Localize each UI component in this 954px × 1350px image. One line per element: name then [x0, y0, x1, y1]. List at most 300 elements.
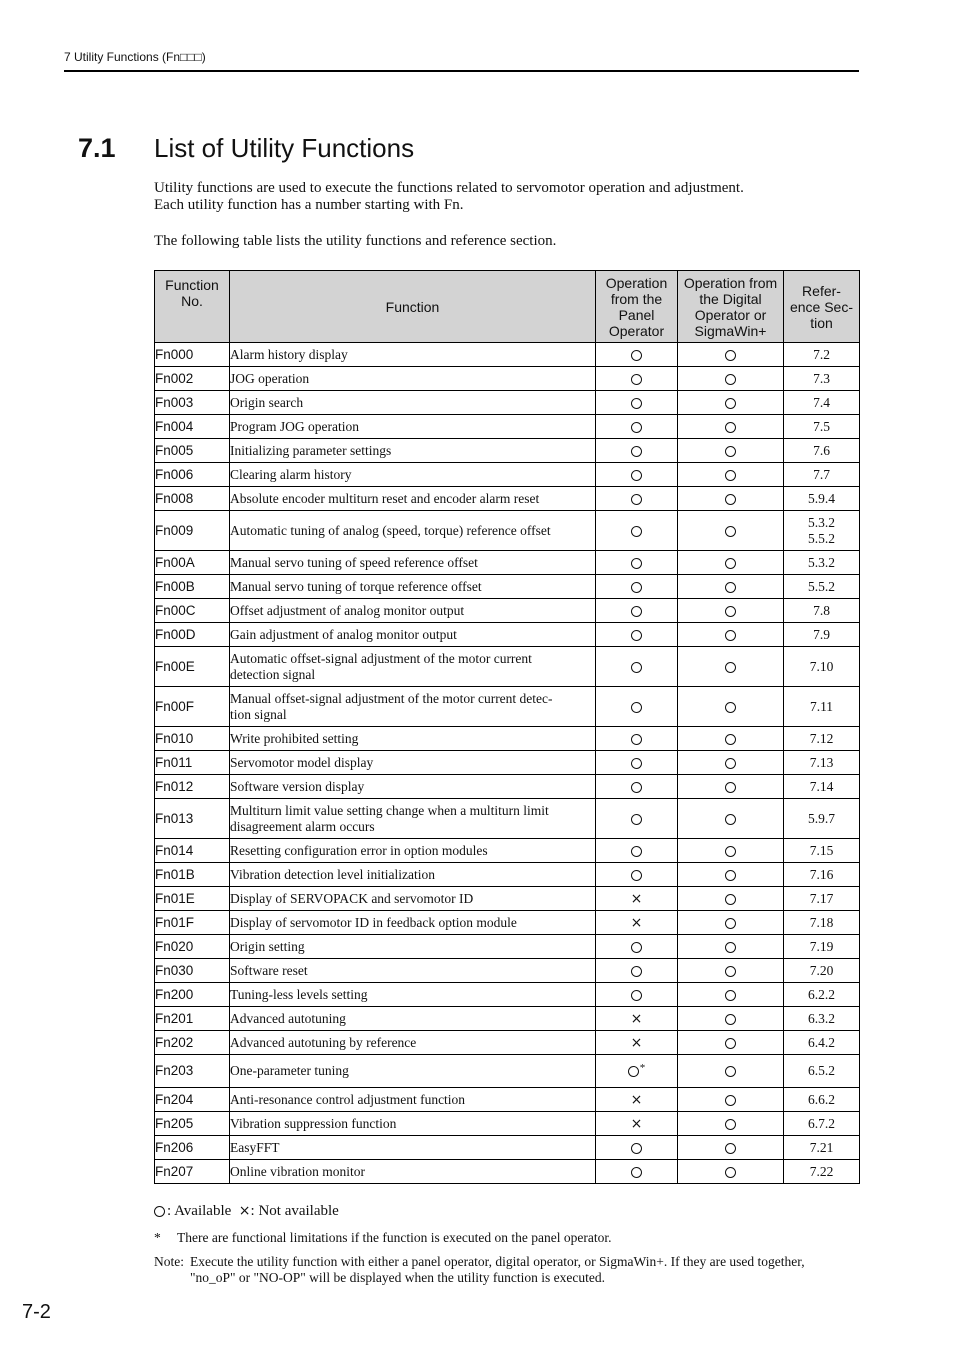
function-name-line: Manual servo tuning of speed reference offset	[230, 554, 478, 570]
reference-section	[784, 983, 860, 1007]
available-circle-icon	[631, 606, 642, 617]
function-name-line: Clearing alarm history	[230, 466, 352, 482]
available-circle-icon	[725, 1095, 736, 1106]
digital-operator-availability	[678, 647, 784, 687]
available-circle-icon	[631, 702, 642, 713]
function-name	[230, 439, 596, 463]
reference-section-line: 6.2.2	[808, 986, 835, 1002]
reference-section	[784, 367, 860, 391]
header-line: tion	[810, 314, 833, 331]
reference-section	[784, 799, 860, 839]
function-name	[230, 775, 596, 799]
function-number: Fn012	[155, 775, 230, 799]
function-name	[230, 647, 596, 687]
legend-not-available: : Not available	[250, 1203, 339, 1219]
panel-operator-availability	[596, 415, 678, 439]
available-circle-icon	[631, 1167, 642, 1178]
panel-operator-availability	[596, 439, 678, 463]
not-available-cross-icon: ×	[630, 1091, 643, 1108]
function-name	[230, 727, 596, 751]
function-number: Fn020	[155, 935, 230, 959]
function-number: Fn030	[155, 959, 230, 983]
table-row	[155, 1007, 860, 1031]
panel-operator-availability	[596, 1112, 678, 1136]
reference-section-line: 7.16	[809, 866, 834, 882]
function-name-line: Advanced autotuning	[230, 1010, 346, 1026]
table-row	[155, 463, 860, 487]
available-circle-icon	[725, 526, 736, 537]
digital-operator-availability	[678, 391, 784, 415]
available-circle-icon	[631, 470, 642, 481]
digital-operator-availability	[678, 775, 784, 799]
reference-section-line: 7.3	[813, 370, 830, 386]
reference-section	[784, 911, 860, 935]
function-name	[230, 1031, 596, 1055]
function-number: Fn005	[155, 439, 230, 463]
function-name-line: Display of servomotor ID in feedback option module	[230, 914, 517, 930]
footnote-ref: *	[639, 1062, 646, 1074]
available-circle-icon	[631, 494, 642, 505]
header-line: Operation from	[683, 274, 778, 291]
function-name	[230, 551, 596, 575]
available-circle-icon	[725, 350, 736, 361]
function-name-line: Advanced autotuning by reference	[230, 1034, 417, 1050]
panel-operator-availability	[596, 647, 678, 687]
header-line: Operator	[608, 322, 665, 339]
function-number: Fn00E	[155, 647, 230, 687]
reference-section	[784, 463, 860, 487]
digital-operator-availability	[678, 727, 784, 751]
header-digital-operator	[678, 271, 784, 343]
function-number: Fn011	[155, 751, 230, 775]
header-line: Function	[165, 277, 219, 293]
reference-section	[784, 959, 860, 983]
panel-operator-availability	[596, 1088, 678, 1112]
function-name	[230, 463, 596, 487]
intro-line-2: Each utility function has a number starting with Fn.	[154, 197, 464, 213]
panel-operator-availability	[596, 727, 678, 751]
utility-functions-table	[154, 270, 860, 1184]
panel-operator-availability	[596, 863, 678, 887]
function-name-line: Resetting configuration error in option modules	[230, 842, 488, 858]
reference-section-line: 5.9.7	[808, 810, 835, 826]
function-name	[230, 799, 596, 839]
header-reference-section	[784, 271, 860, 343]
available-circle-icon	[725, 494, 736, 505]
digital-operator-availability	[678, 1031, 784, 1055]
function-name-line: Automatic offset-signal adjustment of the motor current	[230, 650, 532, 666]
available-circle-icon	[631, 582, 642, 593]
function-number: Fn008	[155, 487, 230, 511]
panel-operator-availability	[596, 1136, 678, 1160]
table-row	[155, 551, 860, 575]
reference-section	[784, 599, 860, 623]
panel-operator-availability	[596, 343, 678, 367]
table-row	[155, 863, 860, 887]
digital-operator-availability	[678, 439, 784, 463]
function-number: Fn010	[155, 727, 230, 751]
header-line: from the	[610, 290, 663, 307]
digital-operator-availability	[678, 551, 784, 575]
function-name	[230, 959, 596, 983]
function-number: Fn205	[155, 1112, 230, 1136]
available-circle-icon	[154, 1206, 165, 1217]
page-number: 7-2	[22, 1301, 51, 1323]
reference-section-line: 7.11	[809, 698, 834, 714]
table-row	[155, 487, 860, 511]
reference-section-line: 7.17	[809, 890, 834, 906]
reference-section	[784, 1112, 860, 1136]
function-number: Fn207	[155, 1160, 230, 1184]
function-name	[230, 1112, 596, 1136]
function-name-line: JOG operation	[230, 370, 310, 386]
available-circle-icon	[631, 374, 642, 385]
available-circle-icon	[631, 782, 642, 793]
function-number: Fn00D	[155, 623, 230, 647]
footnote-mark: *	[154, 1230, 161, 1245]
panel-operator-availability	[596, 983, 678, 1007]
header-line: Operator or	[694, 306, 767, 323]
function-name-line: Manual servo tuning of torque reference offset	[230, 578, 482, 594]
digital-operator-availability	[678, 367, 784, 391]
function-number: Fn006	[155, 463, 230, 487]
available-circle-icon	[725, 582, 736, 593]
digital-operator-availability	[678, 1112, 784, 1136]
table-row	[155, 647, 860, 687]
reference-section	[784, 935, 860, 959]
table-row	[155, 599, 860, 623]
panel-operator-availability	[596, 463, 678, 487]
panel-operator-availability	[596, 799, 678, 839]
table-row	[155, 415, 860, 439]
panel-operator-availability	[596, 839, 678, 863]
table-row	[155, 439, 860, 463]
reference-section-line: 7.2	[813, 346, 830, 362]
available-circle-icon	[631, 350, 642, 361]
available-circle-icon	[628, 1066, 639, 1077]
reference-section	[784, 887, 860, 911]
function-name-line: Program JOG operation	[230, 418, 359, 434]
table-row	[155, 727, 860, 751]
function-name-line: Gain adjustment of analog monitor output	[230, 626, 457, 642]
available-circle-icon	[725, 374, 736, 385]
available-circle-icon	[631, 398, 642, 409]
table-row	[155, 983, 860, 1007]
reference-section-line: 7.19	[809, 938, 834, 954]
digital-operator-availability	[678, 887, 784, 911]
available-circle-icon	[631, 558, 642, 569]
digital-operator-availability	[678, 799, 784, 839]
digital-operator-availability	[678, 1007, 784, 1031]
panel-operator-availability	[596, 1160, 678, 1184]
available-circle-icon	[631, 846, 642, 857]
available-circle-icon	[725, 702, 736, 713]
function-number: Fn013	[155, 799, 230, 839]
function-name	[230, 1007, 596, 1031]
available-circle-icon	[725, 630, 736, 641]
function-name-line: Anti-resonance control adjustment function	[230, 1091, 466, 1107]
function-name-line: Software version display	[230, 778, 365, 794]
table-row	[155, 887, 860, 911]
function-name-line: EasyFFT	[230, 1139, 280, 1155]
available-circle-icon	[631, 870, 642, 881]
reference-section-line: 7.21	[809, 1139, 834, 1155]
digital-operator-availability	[678, 463, 784, 487]
reference-section-line: 6.4.2	[808, 1034, 835, 1050]
reference-section-line: 7.12	[809, 730, 834, 746]
function-number: Fn203	[155, 1055, 230, 1088]
reference-section-line: 7.13	[809, 754, 834, 770]
reference-section-line: 6.6.2	[808, 1091, 835, 1107]
reference-section	[784, 1007, 860, 1031]
panel-operator-availability	[596, 575, 678, 599]
intro-line-3: The following table lists the utility functions and reference section.	[154, 233, 557, 249]
reference-section-line: 7.7	[813, 466, 830, 482]
available-circle-icon	[631, 1143, 642, 1154]
available-circle-icon	[725, 1143, 736, 1154]
note-label: Note:	[154, 1254, 184, 1269]
available-circle-icon	[725, 1167, 736, 1178]
function-name-line: tion signal	[230, 706, 287, 722]
note-line-1: Execute the utility function with either a panel operator, digital operator, or SigmaWin+. If they are used together,	[190, 1254, 805, 1269]
function-number: Fn000	[155, 343, 230, 367]
digital-operator-availability	[678, 343, 784, 367]
function-name	[230, 487, 596, 511]
available-circle-icon	[631, 630, 642, 641]
running-header-title: 7 Utility Functions (Fn□□□)	[64, 50, 206, 64]
function-number: Fn00C	[155, 599, 230, 623]
available-circle-icon	[631, 758, 642, 769]
available-circle-icon	[725, 558, 736, 569]
available-circle-icon	[725, 734, 736, 745]
reference-section-line: 6.3.2	[808, 1010, 835, 1026]
digital-operator-availability	[678, 487, 784, 511]
reference-section	[784, 863, 860, 887]
table-row	[155, 1088, 860, 1112]
available-circle-icon	[631, 814, 642, 825]
table-row	[155, 575, 860, 599]
function-name-line: Absolute encoder multiturn reset and encoder alarm reset	[230, 490, 540, 506]
available-circle-icon	[725, 446, 736, 457]
panel-operator-availability	[596, 367, 678, 391]
function-name-line: Tuning-less levels setting	[230, 986, 368, 1002]
reference-section	[784, 391, 860, 415]
table-row	[155, 1112, 860, 1136]
header-line: SigmaWin+	[694, 322, 767, 339]
reference-section	[784, 575, 860, 599]
section-number: 7.1	[78, 133, 116, 163]
intro-line-1: Utility functions are used to execute the functions related to servomotor operation and adjustment.	[154, 180, 744, 196]
legend	[154, 1203, 339, 1220]
panel-operator-availability	[596, 687, 678, 727]
header-line: ence Sec-	[789, 298, 854, 315]
reference-section	[784, 1160, 860, 1184]
note-line-2: "no_oP" or "NO-OP" will be displayed when the utility function is executed.	[190, 1270, 605, 1285]
available-circle-icon	[725, 990, 736, 1001]
footnote-text: There are functional limitations if the function is executed on the panel operator.	[177, 1230, 612, 1245]
panel-operator-availability	[596, 1055, 678, 1088]
running-header	[64, 50, 859, 72]
table-row	[155, 839, 860, 863]
panel-operator-availability	[596, 887, 678, 911]
header-function-no	[155, 271, 230, 343]
reference-section-line: 6.7.2	[808, 1115, 835, 1131]
function-name-line: Origin setting	[230, 938, 305, 954]
function-name	[230, 911, 596, 935]
function-name	[230, 415, 596, 439]
function-name-line: Multiturn limit value setting change when a multiturn limit	[230, 802, 549, 818]
header-function	[230, 271, 596, 343]
available-circle-icon	[725, 918, 736, 929]
header-line: Refer-	[802, 282, 841, 299]
function-name-line: Servomotor model display	[230, 754, 374, 770]
digital-operator-availability	[678, 623, 784, 647]
available-circle-icon	[631, 422, 642, 433]
function-name-line: detection signal	[230, 666, 316, 682]
not-available-cross-icon: ×	[630, 914, 643, 931]
reference-section	[784, 343, 860, 367]
available-circle-icon	[725, 1038, 736, 1049]
available-circle-icon	[631, 662, 642, 673]
header-line: the Digital	[699, 290, 762, 307]
available-circle-icon	[725, 782, 736, 793]
function-name-line: Origin search	[230, 394, 304, 410]
panel-operator-availability	[596, 911, 678, 935]
available-circle-icon	[725, 966, 736, 977]
table-row	[155, 1136, 860, 1160]
function-number: Fn01E	[155, 887, 230, 911]
panel-operator-availability	[596, 1031, 678, 1055]
reference-section	[784, 1088, 860, 1112]
reference-section-line: 5.5.2	[808, 530, 835, 546]
reference-section	[784, 1136, 860, 1160]
function-name-line: Manual offset-signal adjustment of the motor current detec-	[230, 690, 553, 706]
function-number: Fn204	[155, 1088, 230, 1112]
panel-operator-availability	[596, 1007, 678, 1031]
digital-operator-availability	[678, 1088, 784, 1112]
function-number: Fn01B	[155, 863, 230, 887]
panel-operator-availability	[596, 775, 678, 799]
panel-operator-availability	[596, 935, 678, 959]
reference-section-line: 7.9	[813, 626, 830, 642]
panel-operator-availability	[596, 751, 678, 775]
digital-operator-availability	[678, 415, 784, 439]
reference-section-line: 7.20	[809, 962, 834, 978]
function-number: Fn00B	[155, 575, 230, 599]
function-name-line: One-parameter tuning	[230, 1063, 349, 1078]
reference-section-line: 7.15	[809, 842, 834, 858]
function-name-line: Initializing parameter settings	[230, 442, 392, 458]
reference-section-line: 5.3.2	[808, 554, 835, 570]
available-circle-icon	[631, 942, 642, 953]
reference-section-line: 7.8	[813, 602, 830, 618]
function-number: Fn206	[155, 1136, 230, 1160]
function-name-line: disagreement alarm occurs	[230, 818, 375, 834]
function-number: Fn00A	[155, 551, 230, 575]
available-circle-icon	[725, 1014, 736, 1025]
function-number: Fn201	[155, 1007, 230, 1031]
function-name	[230, 863, 596, 887]
available-circle-icon	[725, 422, 736, 433]
reference-section	[784, 687, 860, 727]
available-circle-icon	[631, 526, 642, 537]
available-circle-icon	[725, 662, 736, 673]
reference-section-line: 7.10	[809, 658, 834, 674]
function-name-line: Write prohibited setting	[230, 730, 359, 746]
digital-operator-availability	[678, 983, 784, 1007]
digital-operator-availability	[678, 959, 784, 983]
available-circle-icon	[725, 1066, 736, 1077]
function-name	[230, 1088, 596, 1112]
reference-section	[784, 751, 860, 775]
function-name	[230, 391, 596, 415]
digital-operator-availability	[678, 1055, 784, 1088]
panel-operator-availability	[596, 623, 678, 647]
function-number: Fn00F	[155, 687, 230, 727]
table-row	[155, 959, 860, 983]
reference-section-line: 7.18	[809, 914, 834, 930]
available-circle-icon	[631, 966, 642, 977]
available-circle-icon	[725, 1119, 736, 1130]
panel-operator-availability	[596, 551, 678, 575]
digital-operator-availability	[678, 599, 784, 623]
reference-section	[784, 623, 860, 647]
table-row	[155, 343, 860, 367]
function-name-line: Offset adjustment of analog monitor output	[230, 602, 465, 618]
function-name	[230, 887, 596, 911]
panel-operator-availability	[596, 511, 678, 551]
available-circle-icon	[725, 470, 736, 481]
reference-section-line: 5.5.2	[808, 578, 835, 594]
function-number: Fn01F	[155, 911, 230, 935]
digital-operator-availability	[678, 911, 784, 935]
available-circle-icon	[725, 758, 736, 769]
reference-section-line: 7.5	[813, 418, 830, 434]
reference-section	[784, 415, 860, 439]
reference-section	[784, 727, 860, 751]
digital-operator-availability	[678, 863, 784, 887]
table-row	[155, 799, 860, 839]
reference-section-line: 5.3.2	[808, 514, 835, 530]
reference-section	[784, 487, 860, 511]
reference-section-line: 7.22	[809, 1163, 834, 1179]
section-title: List of Utility Functions	[154, 133, 415, 163]
available-circle-icon	[725, 814, 736, 825]
function-name	[230, 1136, 596, 1160]
table-row	[155, 391, 860, 415]
table-header-row	[155, 271, 860, 343]
reference-section	[784, 439, 860, 463]
table-row	[155, 751, 860, 775]
reference-section	[784, 511, 860, 551]
table-row	[155, 687, 860, 727]
available-circle-icon	[725, 870, 736, 881]
function-name-line: Vibration detection level initialization	[230, 866, 435, 882]
function-name-line: Vibration suppression function	[230, 1115, 397, 1131]
available-circle-icon	[631, 990, 642, 1001]
available-circle-icon	[725, 606, 736, 617]
function-number: Fn014	[155, 839, 230, 863]
reference-section-line: 7.4	[813, 394, 830, 410]
digital-operator-availability	[678, 1136, 784, 1160]
table-row	[155, 367, 860, 391]
table-row	[155, 911, 860, 935]
reference-section	[784, 1031, 860, 1055]
table-row	[155, 935, 860, 959]
function-name	[230, 935, 596, 959]
function-name-line: Software reset	[230, 962, 308, 978]
digital-operator-availability	[678, 575, 784, 599]
